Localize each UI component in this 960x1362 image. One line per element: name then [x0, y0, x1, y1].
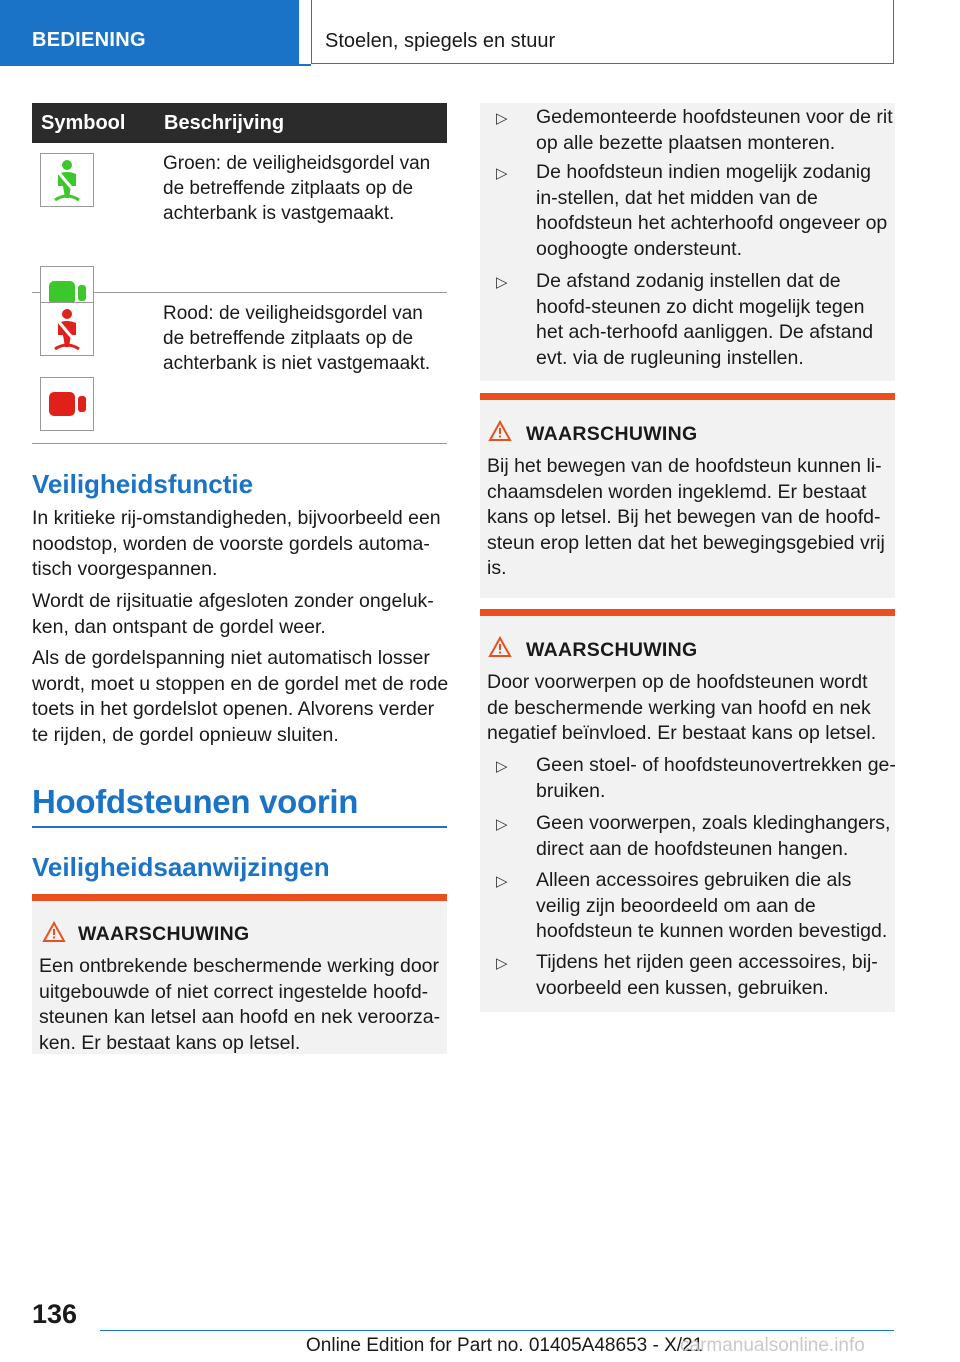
- section-title: Hoofdsteunen voorin: [32, 783, 359, 820]
- paragraph: In kritieke rij-omstandigheden, bijvoorbeeld een noodstop, worden de voorste gordels automa-tisch voorgespannen.: [32, 507, 441, 580]
- warning-text: Bij het bewegen van de hoofdsteun kunnen li-chaamsdelen worden ingeklemd. Er bestaat kans op letsel. Bij het bewegen van de hoofd-steun erop letten dat het bewegingsgebied vrij is.: [487, 455, 885, 579]
- warning-box-continued: ▷ Gedemonteerde hoofdsteunen voor de rit op alle bezette plaatsen monteren. ▷ De hoofdsteun indien mogelijk zodanig in-stellen, dat het midden van de hoofdsteun het achterhoofd ongeveer op ooghoogte ondersteunt. ▷ De afstand zodanig instellen dat de hoofd-steunen zo dicht mogelijk tegen het ach-terhoofd aanliggen. De afstand evt. via de rugleuning instellen.: [480, 103, 895, 381]
- page-number: 136: [32, 1299, 78, 1329]
- warning-text: Door voorwerpen op de hoofdsteunen wordt de beschermende werking van hoofd en nek negatief beïnvloed. Er bestaat kans op letsel.: [487, 671, 877, 744]
- watermark: carmanualsonline.info: [680, 1335, 865, 1356]
- warning-title: WAARSCHUWING: [526, 639, 698, 661]
- chapter-box: [311, 0, 894, 64]
- bullet-triangle-icon: ▷: [496, 816, 508, 833]
- bullet-triangle-icon: ▷: [496, 110, 508, 127]
- table-header: [32, 103, 447, 143]
- header-rule: [0, 64, 311, 66]
- subsection-title: Veiligheidsaanwijzingen: [32, 852, 330, 882]
- warning-triangle-icon: [42, 921, 66, 943]
- warning-triangle-icon: [488, 420, 512, 442]
- paragraph: Als de gordelspanning niet automatisch losser wordt, moet u stoppen en de gordel met de rode toets in het gordelslot openen. Alvorens verder te rijden, de gordel opnieuw sluiten.: [32, 647, 449, 746]
- warning-bar: [480, 609, 895, 616]
- symbol-table: [32, 103, 447, 444]
- bullet-triangle-icon: ▷: [496, 165, 508, 182]
- seatbelt-green-icon: [40, 153, 94, 207]
- warning-title: WAARSCHUWING: [78, 923, 250, 945]
- warning-text: Een ontbrekende beschermende werking door uitgebouwde of niet correct ingestelde hoofd-steunen kan letsel aan hoofd en nek veroorza-ken. Er bestaat kans op letsel.: [39, 955, 441, 1054]
- table-row: [32, 293, 447, 444]
- bullet-triangle-icon: ▷: [496, 758, 508, 775]
- warning-bar: [32, 894, 447, 901]
- column-header-description: Beschrijving: [164, 112, 285, 134]
- column-header-symbol: Symbool: [41, 112, 126, 134]
- section-tab: [0, 0, 299, 66]
- paragraph: Wordt de rijsituatie afgesloten zonder ongeluk-ken, dan ontspant de gordel weer.: [32, 590, 434, 638]
- row-description: Rood: de veiligheidsgordel van de betreffende zitplaats op de achterbank is niet vastgemaakt.: [163, 303, 431, 374]
- warning-triangle-icon: [488, 636, 512, 658]
- bullet-triangle-icon: ▷: [496, 873, 508, 890]
- seat-unbuckled-red-icon: [40, 377, 94, 431]
- section-label: BEDIENING: [32, 29, 146, 51]
- warning-box: [480, 393, 895, 598]
- footer-rule: [100, 1330, 894, 1331]
- seatbelt-red-icon: [40, 302, 94, 356]
- warning-box: [32, 894, 447, 1054]
- warning-title: WAARSCHUWING: [526, 423, 698, 445]
- table-row: [32, 143, 447, 293]
- warning-bar: [480, 393, 895, 400]
- edition-text: Online Edition for Part no. 01405A48653 - X/21: [306, 1335, 704, 1356]
- row-description: Groen: de veiligheidsgordel van de betreffende zitplaats op de achterbank is vastgemaakt.: [163, 153, 431, 224]
- warning-box: WAARSCHUWING Door voorwerpen op de hoofdsteunen wordt de beschermende werking van hoofd en nek negatief beïnvloed. Er bestaat kans op letsel. ▷ Geen stoel- of hoofdsteunovertrekken ge-bruiken. ▷ Geen voorwerpen, zoals kledinghangers, direct aan de hoofdsteunen hangen. ▷ Alleen accessoires gebruiken die als veilig zijn beoordeeld om aan de hoofdsteun te kunnen worden bevestigd. ▷ Tijdens het rijden geen accessoires, bij-voorbeeld een kussen, gebruiken.: [480, 609, 895, 1012]
- bullet-triangle-icon: ▷: [496, 274, 508, 291]
- bullet-triangle-icon: ▷: [496, 955, 508, 972]
- chapter-title: Stoelen, spiegels en stuur: [325, 30, 556, 52]
- heading-safety-function: Veiligheidsfunctie: [32, 469, 254, 499]
- section-title-rule: [32, 826, 447, 828]
